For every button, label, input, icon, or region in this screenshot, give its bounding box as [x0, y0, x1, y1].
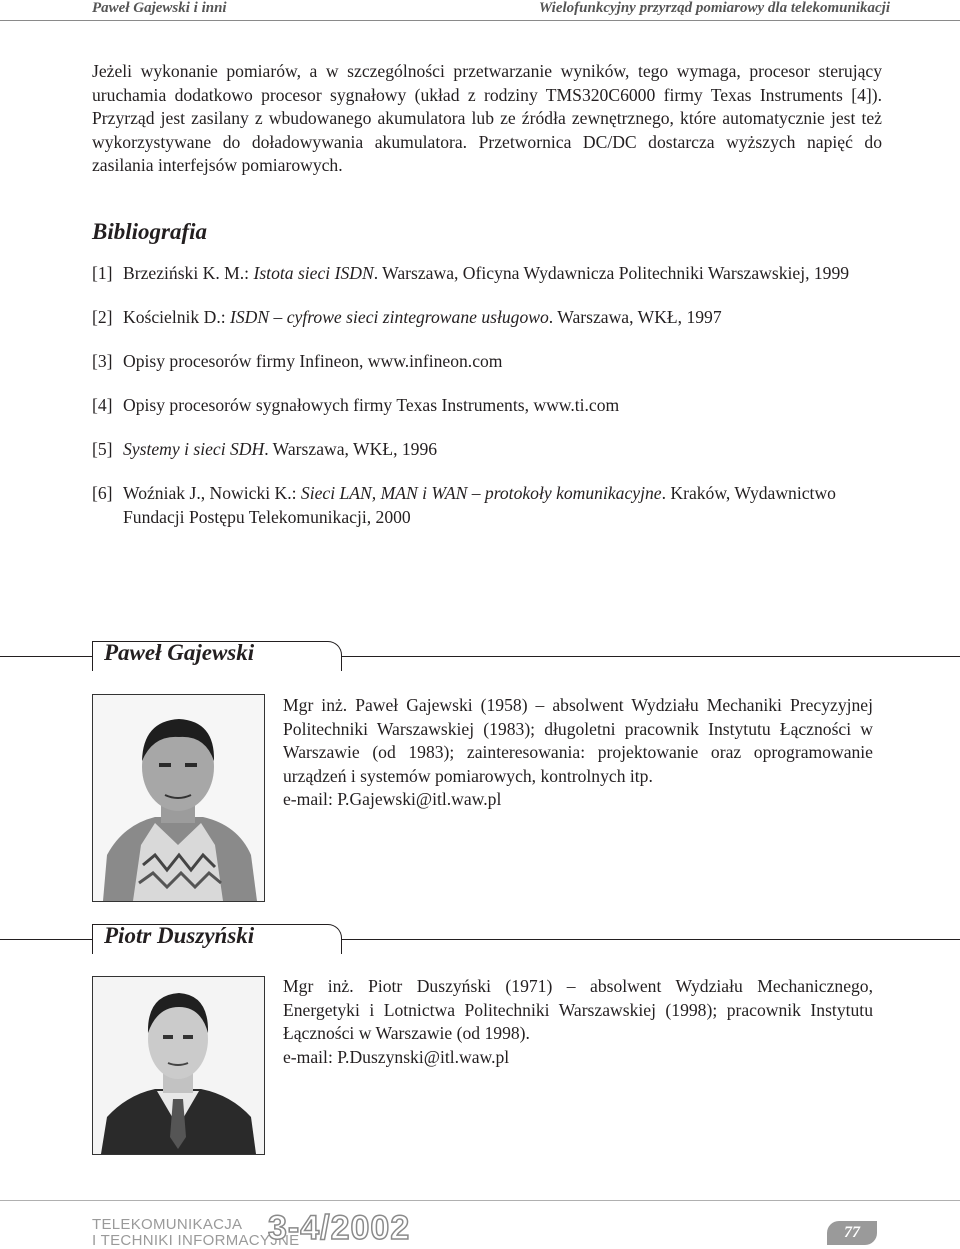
ref-publisher: . Kraków, Wydawnictwo Fundacji Postępu Telekomunikacji, 2000	[123, 482, 836, 527]
ref-title: Systemy i sieci SDH	[123, 438, 265, 459]
bibliography-item	[92, 394, 882, 418]
ref-publisher: . Warszawa, WKŁ, 1997	[548, 306, 722, 327]
ref-number: [3]	[92, 350, 113, 371]
bibliography-item	[92, 306, 882, 330]
running-header-title: Wielofunkcyjny przyrząd pomiarowy dla telekomunikacji	[538, 0, 890, 16]
bibliography-item	[92, 262, 882, 286]
author-photo	[92, 694, 265, 902]
bibliography-item	[92, 438, 882, 462]
author-name: Paweł Gajewski	[104, 640, 255, 665]
ref-number: [1]	[92, 263, 113, 283]
ref-authors: Kościelnik D.:	[123, 306, 231, 327]
author-photo	[92, 976, 265, 1155]
footer-rule	[0, 1200, 960, 1201]
ref-publisher: . Warszawa, WKŁ, 1996	[264, 438, 438, 459]
bibliography-item	[92, 482, 882, 529]
header-rule	[0, 20, 960, 21]
ref-publisher: . Warszawa, Oficyna Wydawnicza Politechniki Warszawskiej, 1999	[373, 263, 850, 283]
journal-name-line2: I TECHNIKI INFORMACYJNE	[92, 1232, 300, 1249]
bibliography-item	[92, 350, 882, 374]
ref-number: [2]	[92, 306, 113, 327]
author-bio	[283, 694, 873, 812]
ref-number: [5]	[92, 438, 113, 459]
ref-title: Istota sieci ISDN	[253, 263, 374, 283]
ref-title: ISDN – cyfrowe sieci zintegrowane usługowo	[230, 306, 549, 327]
author-bio-text: Mgr inż. Piotr Duszyński (1971) – absolwent Wydziału Mechanicznego, Energetyki i Lotnictwa Politechniki Warszawskiej (1998); pracownik Instytutu Łączności w Warszawie (od 1998).	[283, 976, 873, 1044]
ref-number: [6]	[92, 482, 113, 503]
page-number: 77	[827, 1221, 877, 1245]
author-bio	[283, 975, 873, 1069]
bibliography-heading: Bibliografia	[92, 219, 208, 244]
ref-number: [4]	[92, 394, 113, 415]
ref-authors: Brzeziński K. M.:	[123, 263, 254, 283]
ref-text: Opisy procesorów sygnałowych firmy Texas Instruments, www.ti.com	[123, 394, 620, 415]
journal-name-line1: TELEKOMUNIKACJA	[92, 1216, 243, 1233]
intro-text: Jeżeli wykonanie pomiarów, a w szczególności przetwarzanie wyników, tego wymaga, procesor sterujący uruchamia dodatkowo procesor sygnałowy (układ z rodziny TMS320C6000 firmy Texas Instruments [4]). Przyrząd jest zasilany z wbudowanego akumulatora lub ze źródła zewnętrznego, które automatycznie jest też wykorzystywane do doładowywania akumulatora. Przetwornica DC/DC dostarcza wyższych napięć do zasilania interfejsów pomiarowych.	[92, 61, 882, 176]
author-name: Piotr Duszyński	[104, 923, 255, 948]
ref-title: Sieci LAN, MAN i WAN – protokoły komunikacyjne	[300, 482, 662, 503]
author-email: e-mail: P.Duszynski@itl.waw.pl	[283, 1046, 510, 1067]
running-header-authors: Paweł Gajewski i inni	[92, 0, 227, 16]
ref-authors: Woźniak J., Nowicki K.:	[123, 482, 301, 503]
author-email: e-mail: P.Gajewski@itl.waw.pl	[283, 789, 502, 810]
author-bio-text: Mgr inż. Paweł Gajewski (1958) – absolwent Wydziału Mechaniki Precyzyjnej Politechniki Warszawskiej (1983); długoletni pracownik Instytutu Łączności w Warszawie (od 1983); zainteresowania: projektowanie oraz oprogramowanie urządzeń i systemów pomiarowych, kontrolnych itp.	[283, 695, 873, 786]
issue-number: 3-4/2002	[268, 1209, 411, 1247]
bibliography-list	[92, 262, 882, 550]
intro-paragraph	[92, 60, 882, 178]
ref-text: Opisy procesorów firmy Infineon, www.infineon.com	[123, 350, 503, 371]
